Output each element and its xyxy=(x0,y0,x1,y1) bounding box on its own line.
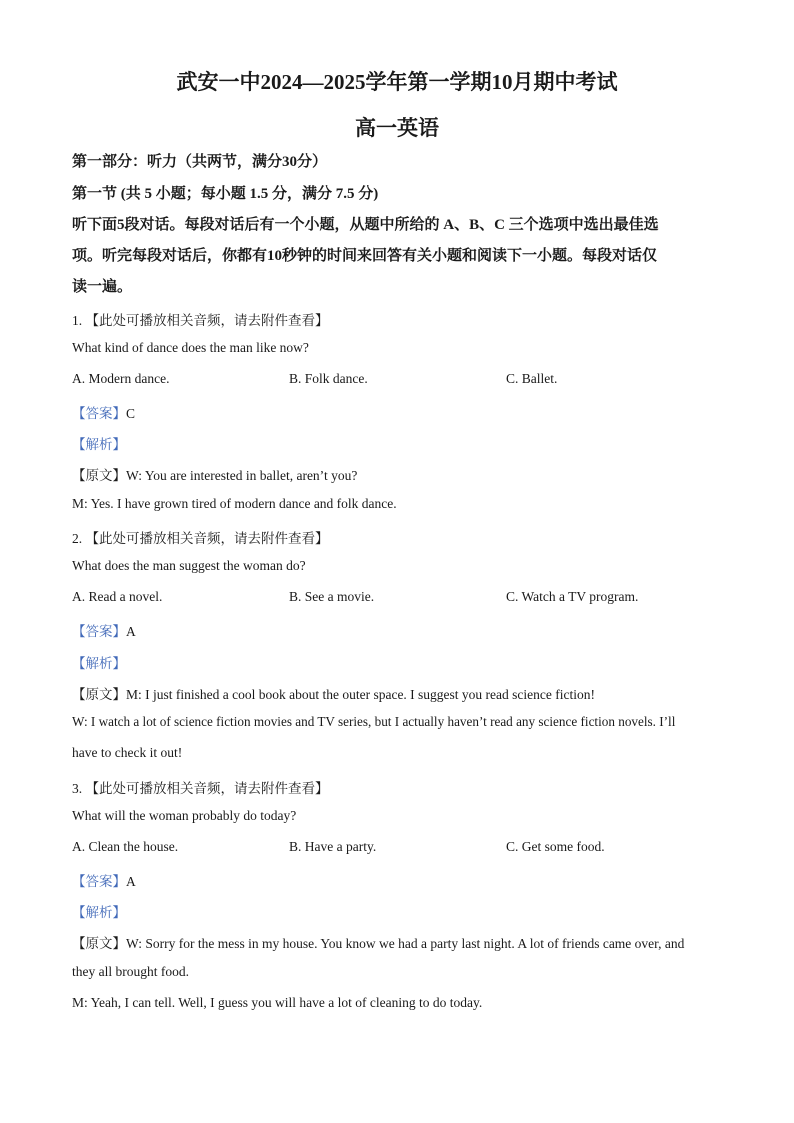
instruction-line: 项。听完每段对话后，你都有10秒钟的时间来回答有关小题和阅读下一小题。每段对话仅 xyxy=(72,248,658,264)
transcript-line: have to check it out! xyxy=(72,745,183,760)
answer-label: 【答案】 xyxy=(72,874,126,889)
option-b: B. Have a party. xyxy=(289,839,377,854)
question-number: 2. 【此处可播放相关音频，请去附件查看】 xyxy=(72,531,329,546)
instruction-line: 读一遍。 xyxy=(72,279,133,295)
option-c: C. Get some food. xyxy=(506,839,605,854)
transcript-line: 【原文】W: Sorry for the mess in my house. You know we had a party last night. A lot of friends came over, and xyxy=(72,936,685,951)
analysis-label: 【解析】 xyxy=(72,905,126,920)
analysis-label: 【解析】 xyxy=(72,656,126,671)
answer-label: 【答案】 xyxy=(72,624,126,639)
answer-line xyxy=(72,620,136,640)
transcript-line: M: Yeah, I can tell. Well, I guess you will have a lot of cleaning to do today. xyxy=(72,995,483,1010)
transcript-line: 【原文】W: You are interested in ballet, aren’t you? xyxy=(72,468,358,483)
answer-line xyxy=(72,870,136,890)
option-b: B. See a movie. xyxy=(289,589,375,604)
transcript-label: 【原文】 xyxy=(72,936,126,951)
instruction-line: 听下面5段对话。每段对话后有一个小题，从题中所给的 A、B、C 三个选项中选出最佳选 xyxy=(72,217,659,233)
transcript-line: 【原文】M: I just finished a cool book about the outer space. I suggest you read science fiction! xyxy=(72,687,595,702)
transcript-label: 【原文】 xyxy=(72,468,126,483)
exam-title: 武安一中2024—2025学年第一学期10月期中考试 xyxy=(176,70,618,94)
section-heading: 第一节 (共 5 小题；每小题 1.5 分，满分 7.5 分) xyxy=(72,186,379,202)
question-text: What kind of dance does the man like now? xyxy=(72,340,309,355)
answer-label: 【答案】 xyxy=(72,406,126,421)
transcript-line: they all brought food. xyxy=(72,964,189,979)
exam-subtitle: 高一英语 xyxy=(355,116,439,140)
option-a: A. Clean the house. xyxy=(72,839,179,854)
part-heading: 第一部分：听力（共两节，满分30分） xyxy=(72,154,328,170)
option-a: A. Modern dance. xyxy=(72,371,170,386)
transcript-line: W: I watch a lot of science fiction movies and TV series, but I actually haven’t read any science fiction novels. I’ll xyxy=(72,714,676,729)
option-c: C. Watch a TV program. xyxy=(506,589,639,604)
analysis-label: 【解析】 xyxy=(72,437,126,452)
option-a: A. Read a novel. xyxy=(72,589,163,604)
option-c: C. Ballet. xyxy=(506,371,558,386)
answer-value: C xyxy=(126,406,136,421)
answer-value: A xyxy=(126,874,136,889)
question-text: What does the man suggest the woman do? xyxy=(72,558,306,573)
transcript-label: 【原文】 xyxy=(72,687,126,702)
answer-value: A xyxy=(126,624,136,639)
transcript-line: M: Yes. I have grown tired of modern dance and folk dance. xyxy=(72,496,397,511)
question-number: 3. 【此处可播放相关音频，请去附件查看】 xyxy=(72,781,329,796)
answer-line xyxy=(72,402,135,422)
question-number: 1. 【此处可播放相关音频，请去附件查看】 xyxy=(72,313,329,328)
option-b: B. Folk dance. xyxy=(289,371,368,386)
question-text: What will the woman probably do today? xyxy=(72,808,297,823)
